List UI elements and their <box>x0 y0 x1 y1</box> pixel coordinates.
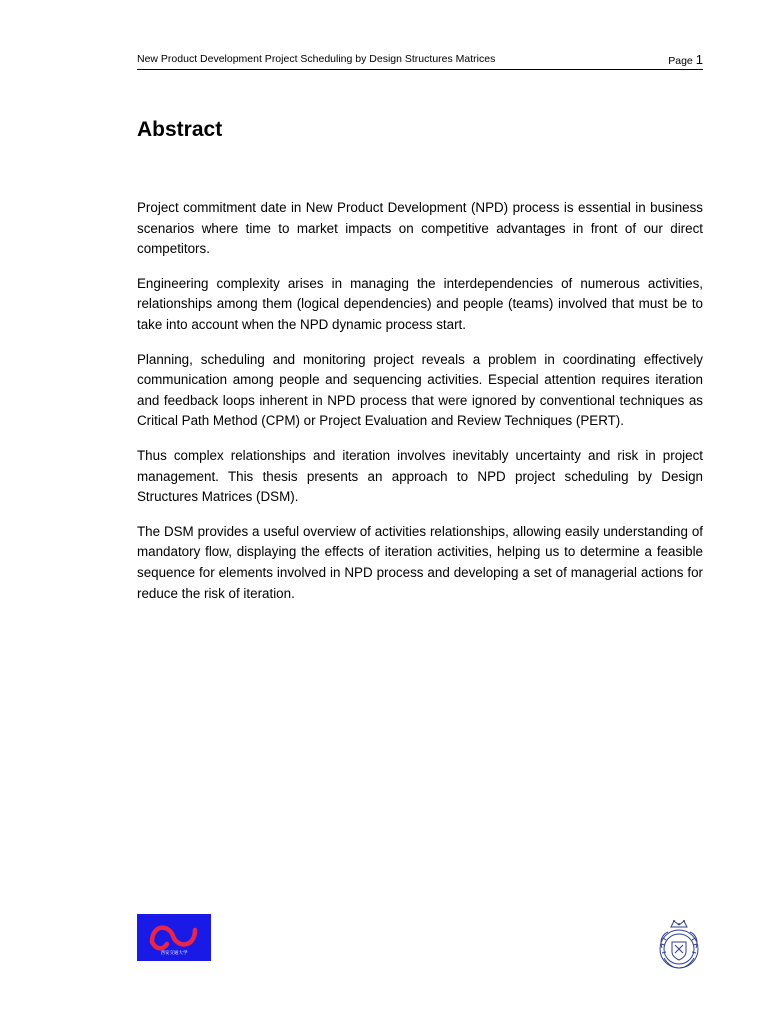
abstract-paragraph: Engineering complexity arises in managing the interdependencies of numerous activities, relationships among them (logical dependencies) and people (teams) involved that must be to take into account when the NPD dynamic process start. <box>137 275 703 332</box>
abstract-heading: Abstract <box>137 118 223 141</box>
running-header <box>137 50 703 70</box>
abstract-paragraph: Project commitment date in New Product Development (NPD) process is essential in business scenarios where time to market impacts on competitive advantages in front of our direct competitors. <box>137 200 703 257</box>
header-page-indicator <box>668 51 703 69</box>
page-number: 1 <box>695 52 703 67</box>
abstract-paragraph: Planning, scheduling and monitoring project reveals a problem in coordinating effectively communication among people and sequencing activities. Especial attention requires iteration and feedback loops inherent in NPD process that were ignored by conventional techniques as Critical Path Method (CPM) or Project Evaluation and Review Techniques (PERT). <box>137 351 703 429</box>
page-label: Page <box>668 55 693 67</box>
abstract-paragraph: The DSM provides a useful overview of activities relationships, allowing easily understanding of mandatory flow, displaying the effects of iteration activities, helping us to determine a feasible sequence for elements involved in NPD process and developing a set of managerial actions for reduce the risk of iteration. <box>137 523 703 601</box>
header-title: New Product Development Project Scheduling by Design Structures Matrices <box>137 53 496 65</box>
university-seal <box>654 918 704 972</box>
university-logo-text: 西安交通大学 <box>160 951 188 956</box>
abstract-paragraph: Thus complex relationships and iteration involves inevitably uncertainty and risk in project management. This thesis presents an approach to NPD project scheduling by Design Structures Matrices (DSM). <box>137 447 703 505</box>
seal-icon <box>654 918 704 972</box>
university-logo <box>137 914 211 961</box>
university-logo-mark <box>137 914 211 961</box>
abstract-body <box>137 198 703 618</box>
